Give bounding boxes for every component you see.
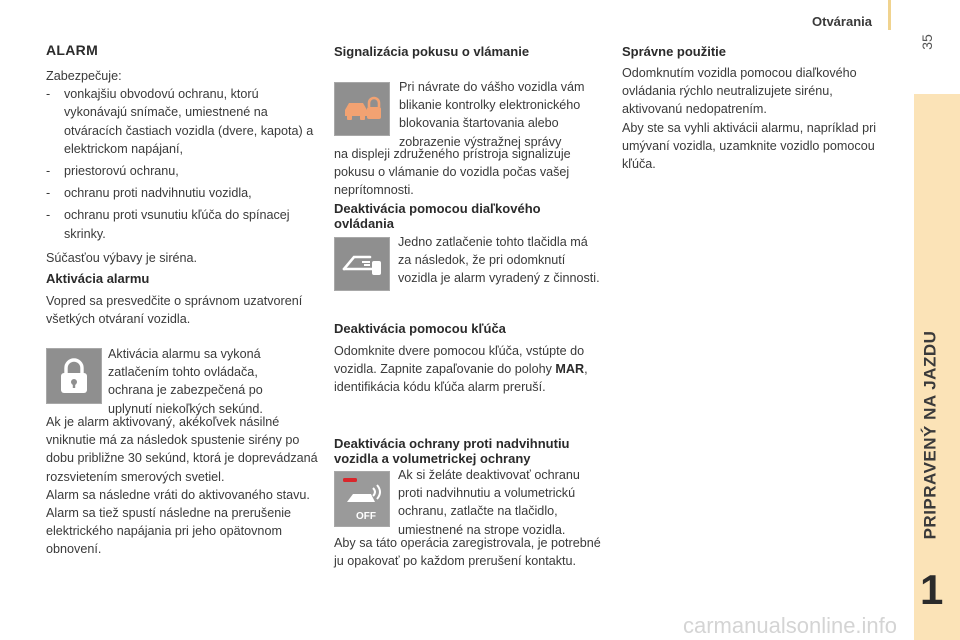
signal-heading: Signalizácia pokusu o vlámanie xyxy=(334,44,530,59)
activation-section xyxy=(46,271,318,328)
remote-key-icon xyxy=(334,237,390,291)
remote-heading: Deaktivácia pomocou diaľkového ovládania xyxy=(334,201,541,231)
tilt-body: Aby sa táto operácia zaregistrovala, je potrebné ju opakovať po každom prerušení kontaktu. xyxy=(334,536,601,569)
header-divider xyxy=(888,0,891,30)
list-item: - ochranu proti nadvihnutiu vozidla, xyxy=(46,184,318,202)
activation-intro: Vopred sa presvedčite o správnom uzatvorení všetkých otváraní vozidla. xyxy=(46,294,303,327)
chapter-number: 1 xyxy=(920,566,944,613)
remote-icon-text: Jedno zatlačenie tohto tlačidla má za následok, že pri odomknutí vozidla je alarm vyradený z činnosti. xyxy=(398,235,600,286)
siren-note: Súčasťou výbavy je siréna. xyxy=(46,250,198,265)
alarm-off-icon xyxy=(334,471,390,527)
key-body: Odomknite dvere pomocou kľúča, vstúpte do vozidla. Zapnite zapaľovanie do polohy MAR, identifikácia kódu kľúča alarm preruší. xyxy=(334,344,588,395)
chapter-title: PRIPRAVENÝ NA JAZDU xyxy=(920,330,939,540)
list-item: - ochranu proti vsunutiu kľúča do spínacej skrinky. xyxy=(46,206,318,242)
off-label: OFF xyxy=(356,511,376,522)
car-lock-warning-icon xyxy=(334,82,390,136)
activation-heading: Aktivácia alarmu xyxy=(46,271,150,286)
key-heading: Deaktivácia pomocou kľúča xyxy=(334,321,506,336)
tilt-heading: Deaktivácia ochrany proti nadvihnutiu vozidla a volumetrickej ochrany xyxy=(334,436,570,466)
activation-icon-text: Aktivácia alarmu sa vykoná zatlačením tohto ovládača, ochrana je zabezpečená po uplynutí niekoľkých sekúnd. xyxy=(108,347,263,416)
correct-use-heading: Správne použitie xyxy=(622,44,727,59)
ignition-position: MAR xyxy=(555,362,585,377)
page-number: 35 xyxy=(918,34,935,50)
activation-body: Ak je alarm aktivovaný, akékoľvek násilné vniknutie má za následok spustenie sirény po dobu približne 30 sekúnd, ktorá je doprevádzaná rozsvietením smerových svetiel. Alarm sa následne vráti do aktivovaného stavu. Alarm sa tiež spustí následne na prerušenie elektrického napájania pri jeho opätovnom obnovení. xyxy=(46,415,318,557)
alarm-section xyxy=(46,42,318,267)
list-item: - priestorovú ochranu, xyxy=(46,162,318,180)
alarm-bullet-list xyxy=(46,85,318,243)
tilt-icon-text: Ak si želáte deaktivovať ochranu proti nadvihnutiu a volumetrickú ochranu, zatlačte na tlačidlo, umiestnené na strope vozidla. xyxy=(398,468,580,537)
signal-icon-text: Pri návrate do vášho vozidla vám blikanie kontrolky elektronického blokovania štartovania alebo zobrazenie výstražnej správy xyxy=(399,80,585,149)
section-title: Otvárania xyxy=(812,14,872,29)
signal-body: na displeji združeného prístroja signalizuje pokusu o vlámanie do vozidla počas vašej neprítomnosti. xyxy=(334,147,571,198)
lock-button-icon xyxy=(46,348,102,404)
correct-use-body: Odomknutím vozidla pomocou diaľkového ovládania rýchlo neutralizujete sirénu, aktivovanú nedopatrením. Aby ste sa vyhli aktivácii alarmu, napríklad pri umývaní vozidla, uzamknite vozidlo pomocou kľúča. xyxy=(622,66,877,172)
alarm-heading: ALARM xyxy=(46,42,99,58)
alarm-intro: Zabezpečuje: xyxy=(46,69,122,83)
watermark: carmanualsonline.info xyxy=(683,613,898,638)
list-item: - vonkajšiu obvodovú ochranu, ktorú vykonávajú snímače, umiestnené na otváracích častiach vozidla (dvere, kapota) a elektrickom napájaní, xyxy=(46,85,318,158)
